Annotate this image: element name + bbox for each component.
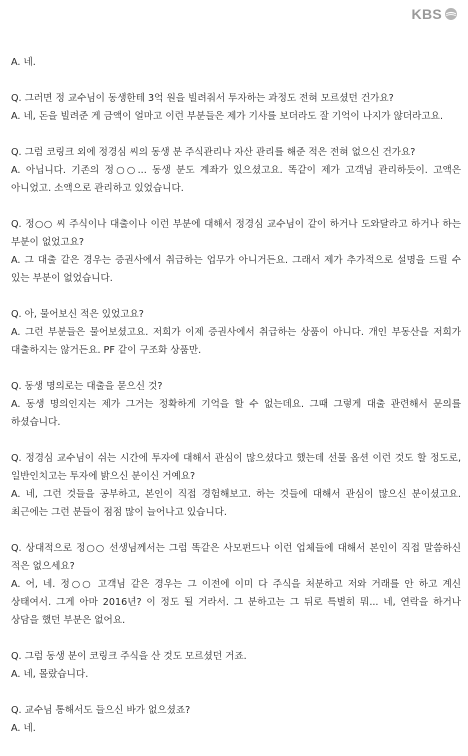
qa-paragraph (11, 648, 461, 684)
transcript-line: A. 동생 명의인지는 제가 그거는 정확하게 기억을 할 수 없는데요. 그때 그렇게 대출 관련해서 문의를 하셨습니다. (11, 399, 461, 428)
transcript-line: A. 네, 그런 것들을 공부하고, 본인이 직접 경험해보고. 하는 것들에 대해서 관심이 많으신 분이셨고요. 최근에는 그런 분들이 점점 많이 늘어나고 있습니다. (11, 489, 461, 518)
transcript-line: A. 그런 부분들은 물어보셨고요. 저희가 이제 증권사에서 취급하는 상품이 아니다. 개인 부동산을 저희가 대출하지는 않거든요. PF 같이 구조화 상품만. (11, 327, 461, 356)
transcript-line: A. 네, 돈을 빌려준 게 금액이 얼마고 이런 부분들은 제가 기사를 보더라도 잘 기억이 나지가 않더라고요. (11, 111, 443, 122)
qa-paragraph (11, 378, 461, 432)
transcript-line: A. 네. (11, 723, 36, 734)
kbs-emblem-icon (444, 7, 458, 21)
qa-paragraph (11, 450, 461, 522)
transcript-line: Q. 교수님 통해서도 들으신 바가 없으셨죠? (11, 705, 191, 716)
transcript-line: Q. 정경심 교수님이 쉬는 시간에 투자에 대해서 관심이 많으셨다고 했는데 선물 옵션 이런 것도 할 정도로, 일반인치고는 투자에 밝으신 분이신 거예요? (11, 453, 461, 482)
transcript-line: Q. 정○○ 씨 주식이나 대출이나 이런 부분에 대해서 정경심 교수님이 같이 하거나 도와달라고 하거나 하는 부분이 없었고요? (11, 219, 461, 248)
kbs-logo (412, 6, 458, 22)
qa-paragraph (11, 216, 461, 288)
transcript-line: Q. 그럼 동생 분이 코링크 주식을 산 것도 모르셨던 거죠. (11, 651, 247, 662)
transcript-line: A. 네. (11, 57, 36, 68)
qa-paragraph (11, 702, 461, 738)
qa-paragraph (11, 54, 461, 72)
transcript-line: Q. 상대적으로 정○○ 선생님께서는 그럼 똑같은 사모펀드나 이런 업체들에 대해서 본인이 직접 말씀하신 적은 없으세요? (11, 543, 461, 572)
transcript-line: A. 네, 몰랐습니다. (11, 669, 89, 680)
transcript-line: Q. 동생 명의로는 대출을 묻으신 것? (11, 381, 163, 392)
qa-paragraph (11, 540, 461, 630)
transcript-line: A. 어, 네. 정○○ 고객님 같은 경우는 그 이전에 이미 다 주식을 처분하고 저와 거래를 안 하고 계신 상태여서. 그게 아마 2016년? 이 정도 될 거라서. 그 분하고는 그 뒤로 특별히 뭐... 네, 연락을 하거나 상담을 했던 부분은 없어요. (11, 579, 461, 626)
transcript-line: A. 그 대출 같은 경우는 증권사에서 취급하는 업무가 아니거든요. 그래서 제가 추가적으로 설명을 드릴 수 있는 부분이 없었습니다. (11, 255, 461, 284)
transcript-line: Q. 그럼 코링크 외에 정경심 씨의 동생 분 주식관리나 자산 관리를 해준 적은 전혀 없으신 건가요? (11, 147, 416, 158)
transcript-line: Q. 아, 물어보신 적은 있었고요? (11, 309, 144, 320)
interview-transcript (11, 54, 461, 756)
transcript-line: Q. 그러면 정 교수님이 동생한테 3억 원을 빌려줘서 투자하는 과정도 전혀 모르셨던 건가요? (11, 93, 394, 104)
qa-paragraph (11, 90, 461, 126)
transcript-line: A. 아닙니다. 기존의 정○○... 동생 분도 계좌가 있으셨고요. 똑같이 제가 고객님 관리하듯이. 고액은 아니었고. 소액으로 관리하고 있었습니다. (11, 165, 461, 194)
kbs-logo-text: KBS (411, 6, 442, 22)
qa-paragraph (11, 144, 461, 198)
qa-paragraph (11, 306, 461, 360)
